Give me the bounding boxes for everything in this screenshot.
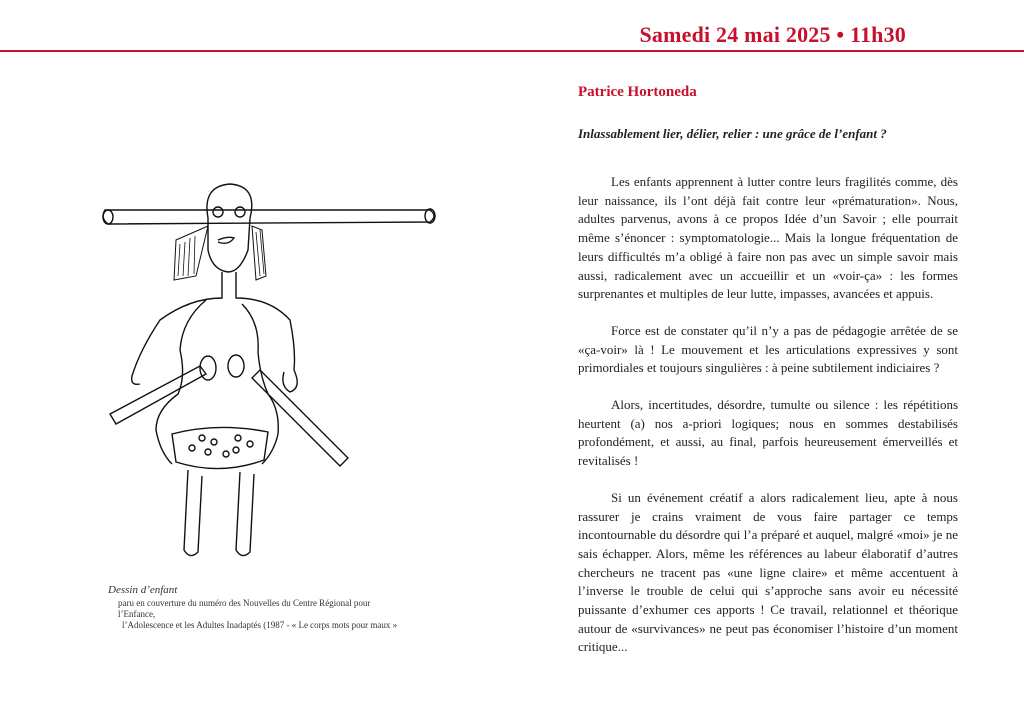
article-paragraph: Les enfants apprennent à lutter contre leurs fragilités comme, dès leur naissance, ils l’ont déjà fait contre leur «prématuration». Nous, adultes parvenus, avons à ce propos Idée d’un Savoir ; elle pourrait même s’énoncer : symptomatologie... Mais la longue fréquentation de leurs difficultés m’a obligé à faire non pas avec un simple savoir mais aussi, radicalement avec un accueillir et un «voir-ça» : les formes surprenantes et multiples de leur lutte, impasses, avancées et appuis. — [578, 174, 958, 302]
illustration-caption — [108, 585, 408, 631]
author-name: Patrice Hortoneda — [578, 84, 697, 100]
article-paragraph: Si un événement créatif a alors radicalement lieu, apte à nous rassurer je crains vraiment de vous faire partager ce temps incontournable du désordre qui l’a préparé et auquel, malgré «moi» je ne sais échapper. Alors, même les références au labeur élaboratif d’autres chercheurs ne tracent pas «une ligne claire» et même accentuent à l’inverse le trouble de celui qui s’approche sans avoir eu nécessité puissante d’exhumer ces apports ! Ce travail, relationnel et théorique autour de «survivances» ne peut pas économiser l’histoire d’un moment critique... — [578, 489, 958, 655]
article-paragraph: Force est de constater qu’il n’y a pas de pédagogie arrêtée de se «ça-voir» là ! Le mouvement et les articulations expressives y sont primordiales et toujours singulières : à peine subtilement indiciaires ? — [578, 322, 958, 376]
caption-title: Dessin d’enfant — [108, 584, 178, 596]
article-paragraph: Alors, incertitudes, désordre, tumulte ou silence : les répétitions heurtent (a) nos a-priori logiques; nous en sommes destabilisés profondément, et aussi, au final, parfois heureusement émerveillés et revitalisés ! — [578, 397, 958, 469]
article-body — [578, 173, 958, 675]
child-drawing-illustration — [90, 180, 450, 580]
caption-line: paru en couverture du numéro des Nouvelles du Centre Régional pour l’Enfance, — [118, 598, 371, 619]
caption-line: l’Adolescence et les Adultes Inadaptés (1987 - « Le corps mots pour maux » — [122, 620, 398, 630]
page-date-header: Samedi 24 mai 2025 • 11h30 — [639, 22, 906, 47]
article-subtitle: Inlassablement lier, délier, relier : une grâce de l’enfant ? — [578, 126, 887, 141]
header-divider — [0, 50, 1024, 52]
